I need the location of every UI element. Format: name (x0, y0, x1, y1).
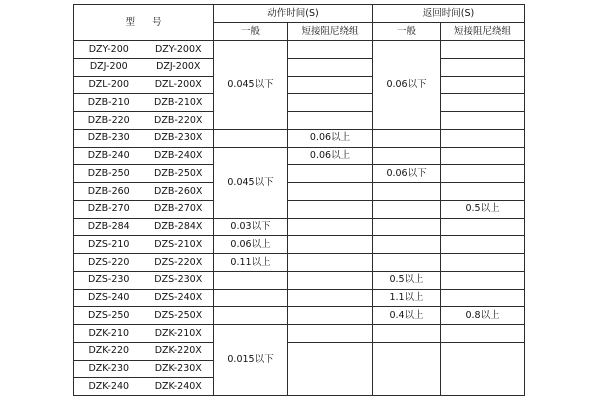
model-header-cell: 型 号 (74, 5, 214, 41)
model-cell (74, 200, 214, 218)
table-row (74, 41, 525, 59)
model-label: DZS-220 (88, 256, 130, 268)
return-damper-cell (441, 58, 525, 76)
return-damper-cell (441, 218, 525, 236)
table-row (74, 200, 525, 218)
model-label: DZB-270X (154, 203, 203, 215)
model-label: DZS-220X (154, 256, 203, 268)
model-label: DZB-220X (154, 114, 203, 126)
table-row (74, 112, 525, 130)
action-damper-cell (288, 165, 373, 183)
return-general-cell (373, 200, 441, 218)
table-row (74, 254, 525, 272)
model-label: DZS-250 (88, 309, 130, 321)
action-general-cell (214, 271, 288, 289)
table-row (74, 58, 525, 76)
table-row (74, 183, 525, 201)
model-label: DZJ-200 (89, 61, 128, 73)
action-damper-cell (288, 342, 373, 395)
model-label: DZY-200X (154, 43, 202, 55)
action-damper-cell (288, 200, 373, 218)
action-general-cell: 0.015以下 (214, 325, 288, 396)
model-cell (74, 360, 214, 378)
table-row (74, 218, 525, 236)
model-label: DZB-230 (87, 132, 130, 144)
model-cell (74, 342, 214, 360)
model-label: DZB-284X (154, 221, 203, 233)
model-label: DZS-240 (88, 292, 130, 304)
action-damper-cell (288, 76, 373, 94)
model-cell (74, 129, 214, 147)
return-damper-cell (441, 289, 525, 307)
return-general-subheader-cell: 一般 (373, 23, 441, 41)
action-damper-cell (288, 271, 373, 289)
return-damper-cell (441, 271, 525, 289)
model-label: DZK-240X (154, 380, 202, 392)
model-label: DZB-260X (154, 185, 203, 197)
model-cell (74, 325, 214, 343)
action-damper-cell (288, 325, 373, 343)
return-damper-cell (441, 147, 525, 165)
model-label: DZB-210 (87, 96, 130, 108)
table-row (74, 289, 525, 307)
action-general-cell (214, 307, 288, 325)
model-label: DZL-200 (88, 79, 129, 91)
model-label: DZB-210X (154, 96, 203, 108)
model-label: DZB-270 (87, 203, 130, 215)
action-general-cell: 0.03以下 (214, 218, 288, 236)
model-label: DZB-260 (87, 185, 130, 197)
table-row (74, 94, 525, 112)
return-damper-cell (441, 183, 525, 201)
return-general-cell (373, 129, 441, 147)
model-label: DZB-250 (87, 167, 130, 179)
action-time-header-cell: 动作时间(S) (214, 5, 373, 23)
action-damper-cell (288, 236, 373, 254)
table-row (74, 165, 525, 183)
spec-table (73, 4, 525, 396)
table-row (74, 342, 525, 360)
model-cell (74, 58, 214, 76)
header-row-groups (74, 5, 525, 23)
return-damper-cell (441, 41, 525, 59)
model-label: DZB-250X (154, 167, 203, 179)
model-cell (74, 94, 214, 112)
return-general-cell (373, 342, 441, 395)
model-cell (74, 41, 214, 59)
return-general-cell (373, 147, 441, 165)
action-damper-cell: 0.06以上 (288, 147, 373, 165)
model-cell (74, 307, 214, 325)
return-general-cell: 0.4以上 (373, 307, 441, 325)
table-header (74, 5, 525, 41)
model-cell (74, 254, 214, 272)
model-label: DZY-200 (88, 43, 129, 55)
return-damper-subheader-cell: 短接阻尼绕组 (441, 23, 525, 41)
action-damper-cell (288, 58, 373, 76)
action-general-cell: 0.11以上 (214, 254, 288, 272)
model-label: DZK-230 (88, 363, 130, 375)
return-damper-cell: 0.5以上 (441, 200, 525, 218)
return-general-cell (373, 183, 441, 201)
return-damper-cell (441, 254, 525, 272)
model-label: DZK-230X (154, 363, 202, 375)
model-label: DZS-210 (88, 238, 130, 250)
model-label: DZK-220X (154, 345, 202, 357)
return-general-cell (373, 325, 441, 343)
table-row (74, 325, 525, 343)
model-label: DZK-210X (154, 327, 202, 339)
model-cell (74, 378, 214, 396)
model-cell (74, 112, 214, 130)
model-label: DZL-200X (154, 79, 202, 91)
model-label: DZS-240X (154, 292, 203, 304)
return-general-cell: 1.1以上 (373, 289, 441, 307)
action-damper-cell: 0.06以上 (288, 129, 373, 147)
table-body (74, 41, 525, 396)
return-damper-cell (441, 342, 525, 395)
action-damper-cell (288, 218, 373, 236)
action-damper-cell (288, 183, 373, 201)
action-general-cell: 0.06以上 (214, 236, 288, 254)
model-label: DZK-240 (88, 380, 130, 392)
return-damper-cell (441, 129, 525, 147)
action-general-cell: 0.045以下 (214, 147, 288, 218)
model-cell (74, 289, 214, 307)
table-row (74, 307, 525, 325)
return-general-cell (373, 254, 441, 272)
return-damper-cell (441, 236, 525, 254)
table-row (74, 76, 525, 94)
return-damper-cell (441, 112, 525, 130)
model-label: DZS-230 (88, 274, 130, 286)
model-label: DZB-220 (87, 114, 130, 126)
model-label: DZS-210X (154, 238, 203, 250)
return-damper-cell (441, 325, 525, 343)
model-cell (74, 236, 214, 254)
return-time-header-cell: 返回时间(S) (373, 5, 525, 23)
action-damper-subheader-cell: 短接阻尼绕组 (288, 23, 373, 41)
action-damper-cell (288, 254, 373, 272)
model-label: DZB-284 (87, 221, 130, 233)
model-label: DZB-240X (154, 150, 203, 162)
model-cell (74, 218, 214, 236)
model-cell (74, 183, 214, 201)
action-damper-cell (288, 94, 373, 112)
return-damper-cell: 0.8以上 (441, 307, 525, 325)
action-damper-cell (288, 289, 373, 307)
table-row (74, 147, 525, 165)
action-general-cell (214, 289, 288, 307)
action-damper-cell (288, 112, 373, 130)
return-damper-cell (441, 94, 525, 112)
model-cell (74, 76, 214, 94)
action-damper-cell (288, 41, 373, 59)
action-damper-cell (288, 307, 373, 325)
return-general-cell (373, 218, 441, 236)
return-general-cell: 0.06以下 (373, 165, 441, 183)
return-damper-cell (441, 165, 525, 183)
model-label: DZS-230X (154, 274, 203, 286)
model-label: DZK-220 (88, 345, 130, 357)
model-cell (74, 147, 214, 165)
table-row (74, 236, 525, 254)
model-label: DZS-250X (154, 309, 203, 321)
return-damper-cell (441, 76, 525, 94)
return-general-cell: 0.5以上 (373, 271, 441, 289)
model-label: DZB-240 (87, 150, 130, 162)
model-label: DZK-210 (88, 327, 130, 339)
model-label: DZB-230X (154, 132, 203, 144)
action-general-subheader-cell: 一般 (214, 23, 288, 41)
model-label: DZJ-200X (156, 61, 201, 73)
action-general-cell: 0.045以下 (214, 41, 288, 130)
action-general-cell (214, 129, 288, 147)
model-cell (74, 165, 214, 183)
table-row (74, 271, 525, 289)
return-general-cell: 0.06以下 (373, 41, 441, 130)
model-cell (74, 271, 214, 289)
table-row (74, 129, 525, 147)
return-general-cell (373, 236, 441, 254)
